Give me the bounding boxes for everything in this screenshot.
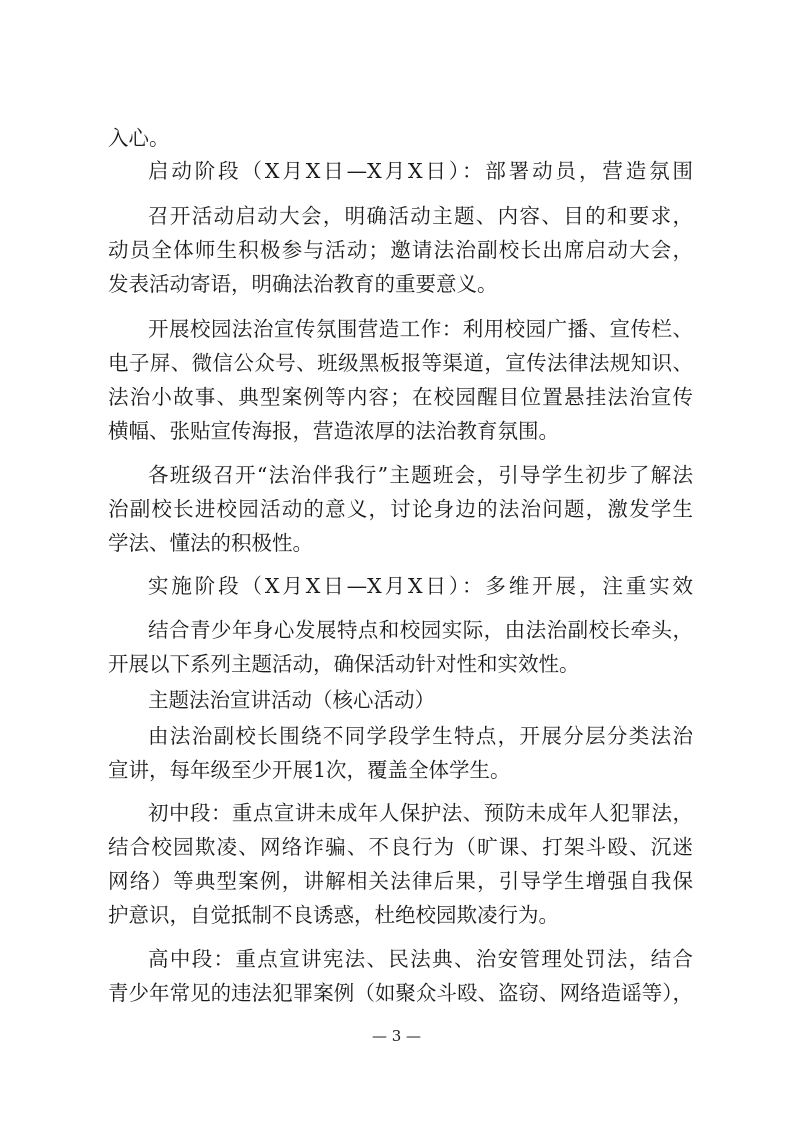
heading-launch-phase: 启动阶段（X月X日—X月X日）：部署动员，营造氛围 xyxy=(148,159,693,183)
text-line-11: 治副校长进校园活动的意义，讨论身边的法治问题，激发学生 xyxy=(108,497,693,521)
text-line-4: 动员全体师生积极参与活动；邀请法治副校长出席启动大会， xyxy=(108,238,693,262)
text-line-7: 电子屏、微信公众号、班级黑板报等渠道，宣传法律法规知识、 xyxy=(108,351,693,375)
text-line-22: 护意识，自觉抵制不良诱惑，杜绝校园欺凌行为。 xyxy=(108,903,559,927)
heading-legal-lecture: 主题法治宣讲活动（核心活动） xyxy=(148,688,435,712)
text-line-19: 初中段：重点宣讲未成年人保护法、预防未成年人犯罪法， xyxy=(148,801,693,825)
text-line-21: 网络）等典型案例，讲解相关法律后果，引导学生增强自我保 xyxy=(108,869,693,893)
text-line-3: 召开活动启动大会，明确活动主题、内容、目的和要求， xyxy=(148,204,693,228)
text-line-10: 各班级召开“法治伴我行”主题班会，引导学生初步了解法 xyxy=(148,463,693,487)
page-number: — 3 — xyxy=(371,1027,422,1045)
text-line-18: 宣讲，每年级至少开展1次，覆盖全体学生。 xyxy=(108,758,511,782)
text-line-14: 结合青少年身心发展特点和校园实际，由法治副校长牵头， xyxy=(148,618,693,642)
heading-implementation-phase: 实施阶段（X月X日—X月X日）：多维开展，注重实效 xyxy=(148,574,693,598)
text-line-17: 由法治副校长围绕不同学段学生特点，开展分层分类法治 xyxy=(148,724,693,748)
text-line-20: 结合校园欺凌、网络诈骗、不良行为（旷课、打架斗殴、沉迷 xyxy=(108,835,693,859)
text-line-5: 发表活动寄语，明确法治教育的重要意义。 xyxy=(108,272,498,296)
text-line-15: 开展以下系列主题活动，确保活动针对性和实效性。 xyxy=(108,652,580,676)
text-line-1: 入心。 xyxy=(108,126,170,150)
text-line-12: 学法、懂法的积极性。 xyxy=(108,531,313,555)
text-line-8: 法治小故事、典型案例等内容；在校园醒目位置悬挂法治宣传 xyxy=(108,385,693,409)
text-line-23: 高中段：重点宣讲宪法、民法典、治安管理处罚法，结合 xyxy=(148,947,693,971)
text-line-9: 横幅、张贴宣传海报，营造浓厚的法治教育氛围。 xyxy=(108,419,559,443)
text-line-6: 开展校园法治宣传氛围营造工作：利用校园广播、宣传栏、 xyxy=(148,317,693,341)
text-line-24: 青少年常见的违法犯罪案例（如聚众斗殴、盗窃、网络造谣等）， xyxy=(108,981,693,1005)
